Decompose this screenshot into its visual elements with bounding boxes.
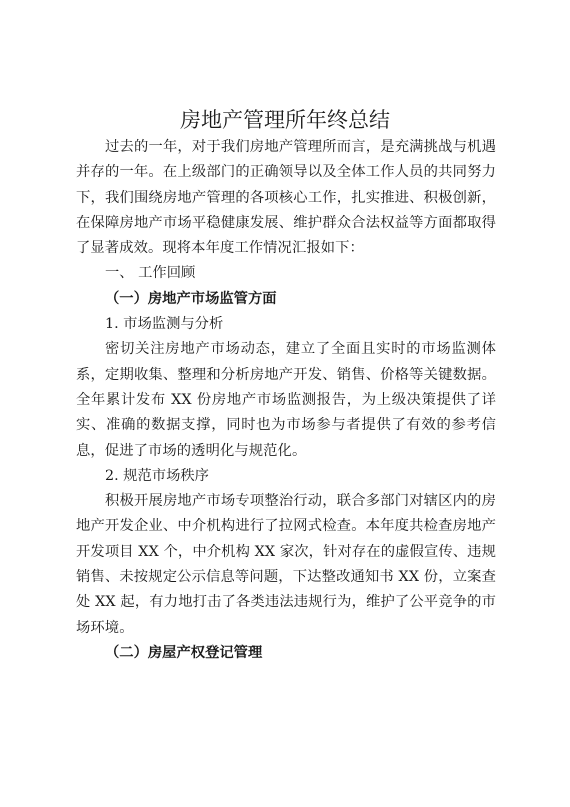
item-paragraph-market-monitoring: 密切关注房地产市场动态，建立了全面且实时的市场监测体系，定期收集、整理和分析房地产开发、销售、价格等关键数据。全年累计发布 XX 份房地产市场监测报告，为上级决策提供了详实、准确的数据支撑，同时也为市场参与者提供了有效的参考信息，促进了市场的透明化与规范化。 (76, 341, 496, 459)
item-heading-market-monitoring: 1. 市场监测与分析 (105, 316, 224, 333)
document-body (76, 135, 496, 666)
section-heading-work-review: 一、 工作回顾 (105, 265, 196, 282)
item-paragraph-market-order: 积极开展房地产市场专项整治行动，联合多部门对辖区内的房地产开发企业、中介机构进行了拉网式检查。本年度共检查房地产开发项目 XX 个，中介机构 XX 家次，针对存在的虚假宣传、违规销售、未按规定公示信息等问题，下达整改通知书 XX 份，立案查处 XX 起，有力地打击了各类违法违规行为，维护了公平竞争的市场环境。 (76, 493, 496, 636)
subsection-heading-property-registration: （二）房屋产权登记管理 (105, 644, 263, 661)
intro-paragraph: 过去的一年，对于我们房地产管理所而言，是充满挑战与机遇并存的一年。在上级部门的正确领导以及全体工作人员的共同努力下，我们围绕房地产管理的各项核心工作，扎实推进、积极创新，在保障房地产市场平稳健康发展、维护群众合法权益等方面都取得了显著成效。现将本年度工作情况汇报如下： (76, 139, 496, 257)
item-heading-market-order: 2. 规范市场秩序 (105, 467, 209, 484)
document-title: 房地产管理所年终总结 (180, 108, 390, 132)
subsection-heading-market-supervision: （一）房地产市场监管方面 (105, 290, 277, 307)
